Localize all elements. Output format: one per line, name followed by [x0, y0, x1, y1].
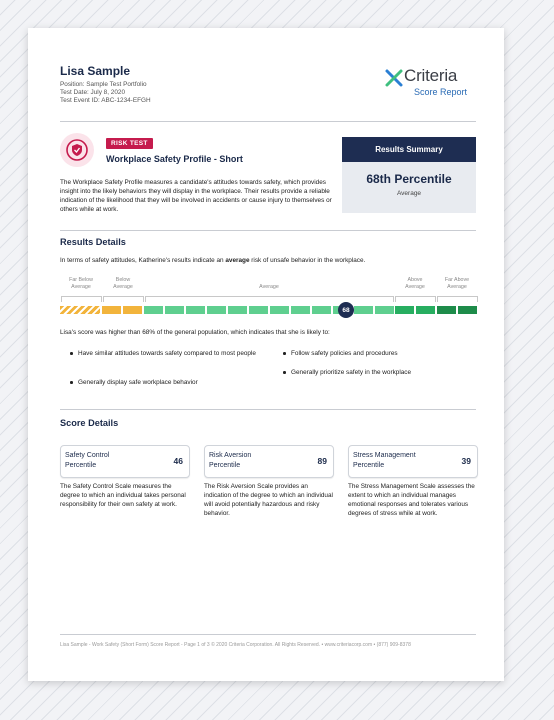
test-date: Test Date: July 8, 2020: [60, 89, 126, 96]
score-card-value: 46: [173, 456, 183, 466]
scale-segment: [291, 306, 310, 314]
score-card-name-line: Safety Control: [65, 452, 110, 459]
score-details-divider: [60, 409, 476, 410]
scale-segment: [312, 306, 331, 314]
score-details-title: Score Details: [60, 418, 119, 428]
score-card-stress-management: [348, 445, 478, 478]
scale-segment: [270, 306, 289, 314]
scale-segment: [207, 306, 226, 314]
scale-segment: [144, 306, 163, 314]
results-summary-header: Results Summary: [342, 137, 476, 162]
score-card-name: [209, 451, 251, 471]
scale-segment: [165, 306, 184, 314]
score-card-value: 89: [317, 456, 327, 466]
bullet-item: Generally prioritize safety in the workplace: [283, 368, 481, 377]
candidate-position: Position: Sample Test Portfolio: [60, 81, 147, 88]
score-card-name-line: Percentile: [209, 462, 241, 469]
results-divider: [60, 230, 476, 231]
page-footer: Lisa Sample - Work Safety (Short Form) Score Report - Page 1 of 3 © 2020 Criteria Corporation. All Rights Reserved. • www.criteriacorp.com • (877) 909-8378: [60, 642, 411, 648]
scale-label-line: Average: [405, 283, 425, 290]
scale-label-line: Average: [447, 283, 467, 290]
scale-segment: [186, 306, 205, 314]
intro-text-start: In terms of safety attitudes, Katherine's results indicate an: [60, 257, 226, 264]
header-divider: [60, 121, 476, 122]
intro-text-end: risk of unsafe behavior in the workplace.: [249, 257, 366, 264]
results-intro: [60, 257, 365, 264]
results-details-title: Results Details: [60, 237, 126, 247]
scale-bracket-average: [145, 296, 394, 302]
scale-label-line: Far Below: [69, 277, 93, 283]
score-card-name: [353, 451, 416, 471]
scale-segment: [228, 306, 247, 314]
scale-label-line: Far Above: [444, 277, 470, 283]
score-card-description: The Risk Aversion Scale provides an indication of the degree to which an individual will avoid potentially hazardous and risky behavior.: [204, 483, 333, 517]
scale-label-below: [102, 277, 144, 290]
score-marker: 68: [338, 302, 354, 318]
risk-test-icon: [60, 133, 94, 167]
scale-label-average: Average: [259, 284, 279, 290]
score-card-risk-aversion: [204, 445, 334, 478]
bullet-item: Have similar attitudes towards safety compared to most people: [70, 349, 268, 358]
logo-wordmark: Criteria: [404, 66, 458, 85]
scale-segment: [123, 306, 142, 314]
summary-level: Average: [396, 190, 422, 197]
summary-percentile: 68th Percentile: [366, 172, 452, 186]
score-card-name-line: Percentile: [353, 462, 385, 469]
scale-label-above: [394, 277, 436, 290]
bullet-item: Follow safety policies and procedures: [283, 349, 481, 358]
scale-segment: [354, 306, 373, 314]
score-card-name-line: Risk Aversion: [209, 452, 252, 459]
scale-bracket-far-above: [437, 296, 478, 302]
scale-segment: [437, 306, 456, 314]
scale-segment-far-below: [60, 306, 100, 314]
scale-segment: [375, 306, 394, 314]
score-card-value: 39: [461, 456, 471, 466]
scale-label-line: Below: [115, 277, 131, 283]
score-card-description: The Stress Management Scale assesses the extent to which an individual manages emotional responses and tolerates various degrees of stress while at work.: [348, 483, 475, 517]
score-sentence: Lisa's score was higher than 68% of the general population, which indicates that she is likely to:: [60, 329, 330, 336]
test-description: The Workplace Safety Profile measures a candidate's attitudes towards safety, which provides insight into the likely behaviors they will display in the workplace. Their results provide a reliable indication of the likelihood that they will be involved in accidents or cause injury to themselves or others while at work.: [60, 179, 332, 213]
scale-bracket-far-below: [61, 296, 102, 302]
results-summary-body: [342, 162, 476, 213]
criteria-logo-icon: [384, 68, 404, 88]
footer-divider: [60, 634, 476, 635]
scale-segment: [458, 306, 477, 314]
test-title: Workplace Safety Profile - Short: [106, 154, 243, 164]
scale-label-line: Average: [71, 283, 91, 290]
test-event-id: Test Event ID: ABC-1234-EFGH: [60, 97, 151, 104]
candidate-name: Lisa Sample: [60, 64, 131, 78]
score-card-description: The Safety Control Scale measures the degree to which an individual takes personal responsibility for their own safety at work.: [60, 483, 186, 508]
scale-segment: [395, 306, 414, 314]
safety-shield-icon: [66, 139, 88, 161]
scale-segment: [416, 306, 435, 314]
scale-segment: [102, 306, 121, 314]
score-report-page: [28, 28, 504, 681]
score-card-name-line: Percentile: [65, 462, 97, 469]
scale-label-far-below: [60, 277, 102, 290]
score-card-name: [65, 451, 109, 471]
intro-risk-level: average: [225, 257, 250, 264]
risk-test-badge: RISK TEST: [106, 138, 153, 149]
scale-label-line: Above: [407, 277, 423, 283]
bullet-item: Generally display safe workplace behavior: [70, 378, 268, 387]
percentile-scale-bar: [60, 306, 477, 314]
score-card-name-line: Stress Management: [353, 452, 416, 459]
scale-bracket-below: [103, 296, 144, 302]
scale-bracket-above: [395, 296, 436, 302]
logo-subtitle: Score Report: [414, 87, 468, 97]
scale-label-far-above: [436, 277, 478, 290]
results-summary-box: [342, 137, 476, 213]
criteria-logo: [384, 66, 484, 102]
score-card-safety-control: [60, 445, 190, 478]
scale-label-line: Average: [113, 283, 133, 290]
scale-segment: [249, 306, 268, 314]
